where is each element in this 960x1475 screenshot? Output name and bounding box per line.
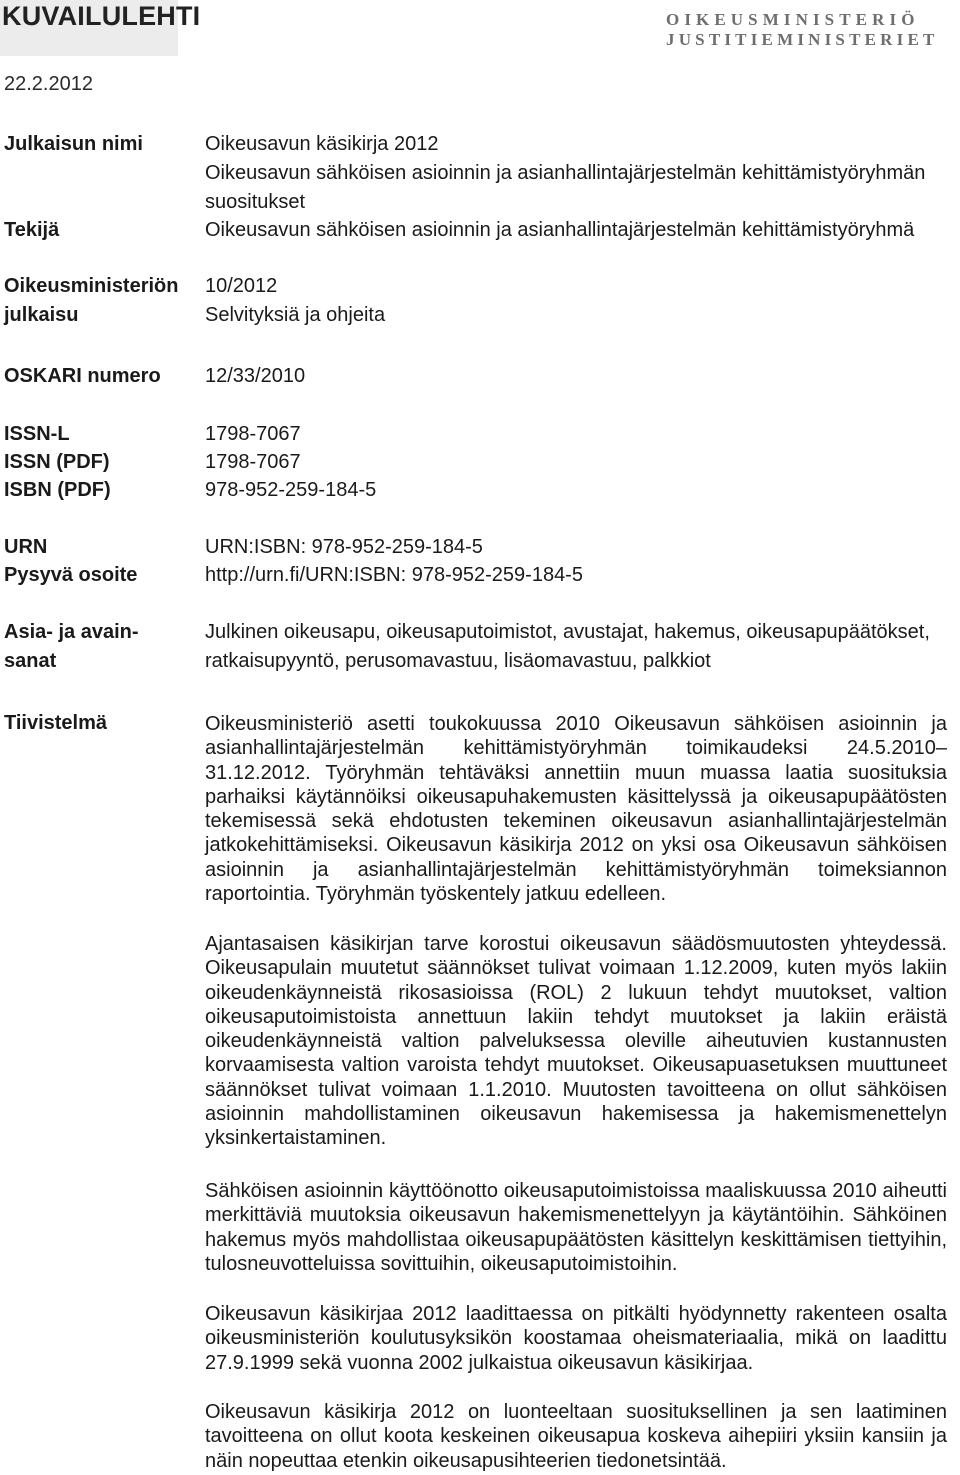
value-issn-pdf: 1798-7067: [205, 451, 301, 473]
value-julkaisun-nimi-line1: Oikeusavun käsikirja 2012: [205, 133, 439, 155]
abstract-paragraph-5: Oikeusavun käsikirja 2012 on luonteeltaan suosituksellinen ja sen laatiminen tavoitteena on ollut koota keskeinen oikeusapua koskeva aihepiiri yksiin kansiin ja näin nopeuttaa etenkin oikeusapusihteerien tiedonetsintää.: [205, 1401, 947, 1472]
value-issn-l: 1798-7067: [205, 423, 301, 445]
ministry-name-sv: JUSTITIEMINISTERIET: [666, 30, 939, 49]
value-isbn-pdf: 978-952-259-184-5: [205, 479, 377, 501]
label-tiivistelma: Tiivistelmä: [4, 712, 108, 734]
label-oskari-numero: OSKARI numero: [4, 365, 161, 387]
value-tekija: Oikeusavun sähköisen asioinnin ja asianhallintajärjestelmän kehittämistyöryhmä: [205, 219, 915, 241]
abstract-paragraph-3: Sähköisen asioinnin käyttöönotto oikeusaputoimistoissa maaliskuussa 2010 aiheutti merkittäviä muutoksia oikeusavun hakemismenettelyyn ja käytäntöihin. Sähköinen hakemus myös mahdollistaa oikeusapupäätösten käsittelyn keskittämisen tiettyihin, tulosneuvotteluissa sovittuihin, oikeusaputoimistoihin.: [205, 1180, 947, 1275]
label-issn-l: ISSN-L: [4, 423, 70, 445]
value-julkaisun-nimi-line3: suositukset: [205, 191, 306, 213]
value-oskari-numero: 12/33/2010: [205, 365, 306, 387]
value-urn: URN:ISBN: 978-952-259-184-5: [205, 536, 483, 558]
ministry-name-fi: OIKEUSMINISTERIÖ: [666, 10, 920, 29]
value-om-julkaisu-series: Selvityksiä ja ohjeita: [205, 304, 386, 326]
abstract-paragraph-4: Oikeusavun käsikirjaa 2012 laadittaessa on pitkälti hyödynnetty rakenteen osalta oikeusministeriön koulutusyksikön koostamaa oheismateriaalia, mikä on laadittu 27.9.1999 sekä vuonna 2002 julkaistua oikeusavun käsikirjaa.: [205, 1303, 947, 1374]
value-julkaisun-nimi-line2: Oikeusavun sähköisen asioinnin ja asianhallintajärjestelmän kehittämistyöryhmän: [205, 162, 926, 184]
value-avainsanat-line2: ratkaisupyyntö, perusomavastuu, lisäomavastuu, palkkiot: [205, 650, 711, 672]
ministry-logo: [666, 10, 956, 50]
label-avainsanat-line2: sanat: [4, 650, 57, 672]
label-om-julkaisu-line2: julkaisu: [4, 304, 79, 326]
abstract-paragraph-2: Ajantasaisen käsikirjan tarve korostui oikeusavun säädösmuutosten yhteydessä. Oikeusapulain muutetut säännökset tulivat voimaan 1.12.2009, kuten myös lakiin oikeudenkäynneistä rikosasioissa (ROL) 2 lukuun tehdyt muutokset, valtion oikeusaputoimistoista annettuun lakiin tehdyt muutokset ja lakiin eräistä oikeudenkäynneistä valtion palveluksessa oleville aiheutuvien kustannusten korvaamisesta valtion varoista tehdyt muutokset. Oikeusapuasetuksen muuttuneet säännökset tulivat voimaan 1.1.2010. Muutosten tavoitteena on ollut sähköisen asioinnin mahdollistaminen oikeusavun hakemisessa ja hakemismenettelyn yksinkertaistaminen.: [205, 933, 947, 1150]
document-type-title: KUVAILULEHTI: [2, 1, 201, 31]
value-pysyva-osoite[interactable]: http://urn.fi/URN:ISBN: 978-952-259-184-5: [205, 564, 583, 586]
label-urn: URN: [4, 536, 48, 558]
label-issn-pdf: ISSN (PDF): [4, 451, 110, 473]
label-isbn-pdf: ISBN (PDF): [4, 479, 111, 501]
document-date: 22.2.2012: [4, 73, 93, 95]
value-om-julkaisu-number: 10/2012: [205, 275, 278, 297]
label-pysyva-osoite: Pysyvä osoite: [4, 564, 138, 586]
label-om-julkaisu-line1: Oikeusministeriön: [4, 275, 179, 297]
abstract-paragraph-1: Oikeusministeriö asetti toukokuussa 2010 Oikeusavun sähköisen asioinnin ja asianhallintajärjestelmän kehittämistyöryhmän toimikaudeksi 24.5.2010–31.12.2012. Työryhmän tehtäväksi annettiin muun muassa laatia suosituksia parhaiksi käytännöiksi oikeusapuhakemusten käsittelyssä ja oikeusapupäätösten tekemisessä sekä ehdotusten tekeminen oikeusavun asianhallintajärjestelmän jatkokehittämiseksi. Oikeusavun käsikirja 2012 on yksi osa Oikeusavun sähköisen asioinnin ja asianhallintajärjestelmän kehittämistyöryhmän toimeksiannon raportointia. Työryhmän työskentely jatkuu edelleen.: [205, 713, 947, 906]
label-julkaisun-nimi: Julkaisun nimi: [4, 133, 143, 155]
label-avainsanat-line1: Asia- ja avain-: [4, 621, 139, 643]
label-tekija: Tekijä: [4, 219, 60, 241]
value-avainsanat-line1: Julkinen oikeusapu, oikeusaputoimistot, avustajat, hakemus, oikeusapupäätökset,: [205, 621, 930, 643]
